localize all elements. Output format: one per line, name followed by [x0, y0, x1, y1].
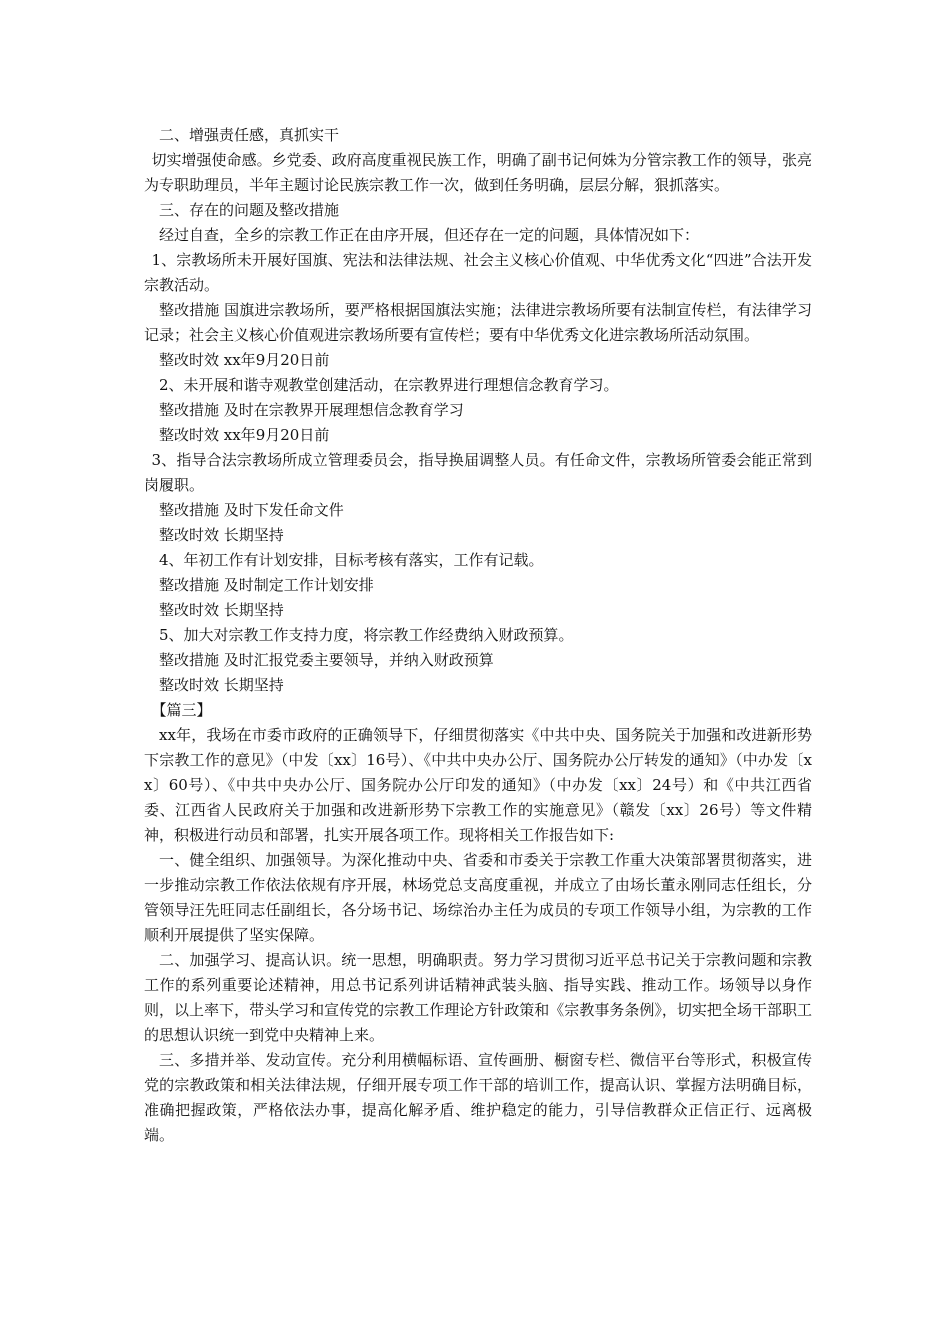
paragraph: 整改时效 xx年9月20日前: [159, 351, 330, 369]
paragraph: 1、宗教场所未开展好国旗、宪法和法律法规、社会主义核心价值观、中华优秀文化“四进”合法开发宗教活动。: [144, 251, 812, 294]
paragraph: 一、健全组织、加强领导。为深化推动中央、省委和市委关于宗教工作重大决策部署贯彻落实，进一步推动宗教工作依法依规有序开展，林场党总支高度重视，并成立了由场长董永刚同志任组长，分管领导汪先旺同志任副组长，各分场书记、场综治办主任为成员的专项工作领导小组，为宗教的工作顺利开展提供了坚实保障。: [144, 851, 812, 944]
paragraph: 整改措施 及时汇报党委主要领导，并纳入财政预算: [159, 651, 494, 669]
paragraph: 整改措施 及时在宗教界开展理想信念教育学习: [159, 401, 464, 419]
paragraph: 三、存在的问题及整改措施: [159, 201, 340, 219]
paragraph: 5、加大对宗教工作支持力度，将宗教工作经费纳入财政预算。: [159, 626, 574, 644]
paragraph: 整改时效 长期坚持: [159, 676, 284, 694]
paragraph: 经过自查，全乡的宗教工作正在由序开展，但还存在一定的问题，具体情况如下：: [159, 226, 700, 244]
paragraph: 整改时效 长期坚持: [159, 601, 284, 619]
paragraph: 4、年初工作有计划安排，目标考核有落实，工作有记载。: [159, 551, 544, 569]
paragraph: 整改措施 及时制定工作计划安排: [159, 576, 374, 594]
paragraph: 整改措施 及时下发任命文件: [159, 501, 344, 519]
paragraph: 二、增强责任感，真抓实干: [159, 126, 340, 144]
paragraph: 整改时效 xx年9月20日前: [159, 426, 330, 444]
paragraph: xx年，我场在市委市政府的正确领导下，仔细贯彻落实《中共中央、国务院关于加强和改进新形势下宗教工作的意见》（中发〔xx〕16号）、《中共中央办公厅、国务院办公厅转发的通知》（中办发〔xx〕60号）、《中共中央办公厅、国务院办公厅印发的通知》（中办发〔xx〕24号）和《中共江西省委、江西省人民政府关于加强和改进新形势下宗教工作的实施意见》（赣发〔xx〕26号）等文件精神，积极进行动员和部署，扎实开展各项工作。现将相关工作报告如下:: [144, 726, 812, 844]
paragraph: 3、指导合法宗教场所成立管理委员会，指导换届调整人员。有任命文件，宗教场所管委会能正常到岗履职。: [144, 451, 812, 494]
paragraph: 【篇三】: [151, 701, 212, 719]
paragraph: 整改时效 长期坚持: [159, 526, 284, 544]
paragraph: 三、多措并举、发动宣传。充分利用横幅标语、宣传画册、橱窗专栏、微信平台等形式，积极宣传党的宗教政策和相关法律法规，仔细开展专项工作干部的培训工作，提高认识、掌握方法明确目标，准确把握政策，严格依法办事，提高化解矛盾、维护稳定的能力，引导信教群众正信正行、远离极端。: [144, 1051, 812, 1144]
paragraph: 二、加强学习、提高认识。统一思想，明确职责。努力学习贯彻习近平总书记关于宗教问题和宗教工作的系列重要论述精神，用总书记系列讲话精神武装头脑、指导实践、推动工作。场领导以身作则，以上率下，带头学习和宣传党的宗教工作理论方针政策和《宗教事务条例》，切实把全场干部职工的思想认识统一到党中央精神上来。: [144, 951, 812, 1044]
paragraph: 整改措施 国旗进宗教场所，要严格根据国旗法实施；法律进宗教场所要有法制宣传栏，有法律学习记录；社会主义核心价值观进宗教场所要有宣传栏；要有中华优秀文化进宗教场所活动氛围。: [144, 301, 812, 344]
paragraph: 2、未开展和谐寺观教堂创建活动，在宗教界进行理想信念教育学习。: [159, 376, 619, 394]
document-body: [144, 123, 812, 1148]
paragraph: 切实增强使命感。乡党委、政府高度重视民族工作，明确了副书记何姝为分管宗教工作的领导，张亮为专职助理员，半年主题讨论民族宗教工作一次，做到任务明确，层层分解，狠抓落实。: [144, 151, 812, 194]
